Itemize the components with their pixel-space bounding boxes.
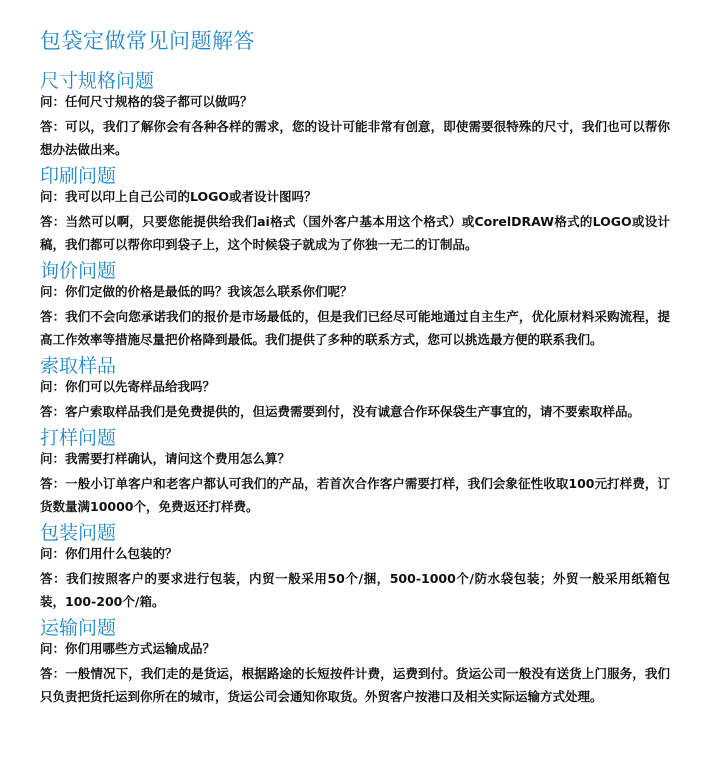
question-text: 问：你们定做的价格是最低的吗？我该怎么联系你们呢？	[40, 284, 353, 299]
section-title: 打样问题	[40, 427, 117, 449]
faq-section-proofing	[40, 427, 670, 518]
answer-text: 答：当然可以啊，只要您能提供给我们ai格式（国外客户基本用这个格式）或CorelDRAW格式的LOGO或设计稿，我们都可以帮你印到袋子上，这个时候袋子就成为了你独一无二的订制品。	[40, 214, 670, 252]
faq-section-size	[40, 70, 670, 161]
section-title: 运输问题	[40, 617, 117, 639]
faq-section-pricing	[40, 260, 670, 351]
question-text: 问：你们可以先寄样品给我吗？	[40, 379, 216, 394]
question-text: 问：我需要打样确认，请问这个费用怎么算？	[40, 451, 291, 466]
answer-text: 答：客户索取样品我们是免费提供的，但运费需要到付，没有诚意合作环保袋生产事宜的，请不要索取样品。	[40, 404, 641, 419]
page-title: 包袋定做常见问题解答	[40, 29, 255, 53]
faq-section-shipping	[40, 617, 670, 708]
answer-text: 答：可以，我们了解你会有各种各样的需求，您的设计可能非常有创意，即使需要很特殊的尺寸，我们也可以帮你想办法做出来。	[40, 119, 670, 157]
section-title: 印刷问题	[40, 165, 117, 187]
section-title: 包装问题	[40, 522, 117, 544]
answer-text: 答：一般小订单客户和老客户都认可我们的产品，若首次合作客户需要打样，我们会象征性收取100元打样费，订货数量满10000个，免费返还打样费。	[40, 476, 670, 514]
answer-text: 答：我们不会向您承诺我们的报价是市场最低的，但是我们已经尽可能地通过自主生产，优化原材料采购流程，提高工作效率等措施尽量把价格降到最低。我们提供了多种的联系方式，您可以挑选最方便的联系我们。	[40, 309, 670, 347]
question-text: 问：我可以印上自己公司的LOGO或者设计图吗？	[40, 189, 317, 204]
question-text: 问：任何尺寸规格的袋子都可以做吗？	[40, 94, 253, 109]
faq-section-printing	[40, 165, 670, 256]
faq-section-packaging	[40, 522, 670, 613]
question-text: 问：你们用什么包装的？	[40, 546, 178, 561]
faq-page	[40, 26, 670, 712]
answer-text: 答：一般情况下，我们走的是货运，根据路途的长短按件计费，运费到付。货运公司一般没有送货上门服务，我们只负责把货托运到你所在的城市，货运公司会通知你取货。外贸客户按港口及相关实际运输方式处理。	[40, 666, 670, 704]
answer-text: 答：我们按照客户的要求进行包装，内贸一般采用50个/捆，500-1000个/防水袋包装；外贸一般采用纸箱包装，100-200个/箱。	[40, 571, 670, 609]
section-title: 询价问题	[40, 260, 117, 282]
faq-section-samples	[40, 355, 670, 423]
question-text: 问：你们用哪些方式运输成品？	[40, 641, 216, 656]
section-title: 索取样品	[40, 355, 117, 377]
section-title: 尺寸规格问题	[40, 70, 155, 92]
